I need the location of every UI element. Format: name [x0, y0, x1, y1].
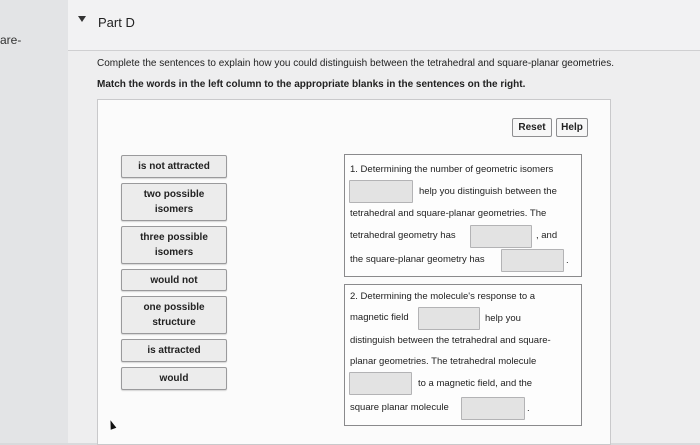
word-tile-would[interactable]: would [121, 367, 227, 390]
help-button[interactable]: Help [556, 118, 588, 137]
sentence-2-blank-3[interactable] [461, 397, 525, 420]
sentence-2-line-1: 2. Determining the molecule's response to a [350, 291, 536, 302]
sentence-2-line-3: distinguish between the tetrahedral and square- [350, 335, 551, 346]
sentence-1-line-2: help you distinguish between the [419, 186, 557, 197]
sentence-1-line-4: tetrahedral geometry has [350, 230, 456, 241]
collapse-triangle-icon[interactable] [78, 16, 86, 22]
word-tile-is-not-attracted[interactable]: is not attracted [121, 155, 227, 178]
instruction-line-2: Match the words in the left column to the appropriate blanks in the sentences on the right. [97, 79, 526, 90]
part-title[interactable]: Part D [98, 15, 135, 30]
sentence-1-line-5: the square-planar geometry has [350, 254, 485, 265]
sentence-1-blank-2[interactable] [470, 225, 532, 248]
sentence-1-line-1: 1. Determining the number of geometric isomers [350, 164, 554, 175]
word-tile-three-possible-isomers[interactable]: three possible isomers [121, 226, 227, 264]
left-sidebar-strip [0, 0, 68, 443]
sentence-2-line-6: square planar molecule [350, 402, 449, 413]
word-tile-would-not[interactable]: would not [121, 269, 227, 291]
reset-button[interactable]: Reset [512, 118, 552, 137]
sentence-2-line-2-end: help you [485, 313, 521, 324]
sentence-2-line-2: magnetic field [350, 312, 409, 323]
sentence-1-line-4-end: , and [536, 230, 558, 241]
sentence-2-line-5: to a magnetic field, and the [418, 378, 533, 389]
sentence-1-period: . [566, 255, 569, 266]
sentence-1-blank-1[interactable] [349, 180, 413, 203]
sidebar-fragment-text: are- [0, 33, 22, 47]
sentence-2-blank-2[interactable] [349, 372, 412, 395]
sentence-2-line-4: planar geometries. The tetrahedral molecule [350, 356, 537, 367]
sentence-2-blank-1[interactable] [418, 307, 480, 330]
word-tile-is-attracted[interactable]: is attracted [121, 339, 227, 362]
word-tile-two-possible-isomers[interactable]: two possible isomers [121, 183, 227, 221]
part-header[interactable] [68, 0, 700, 51]
sentence-1-line-3: tetrahedral and square-planar geometries. The [350, 208, 547, 219]
sentence-2-period: . [527, 403, 530, 414]
sentence-1-blank-3[interactable] [501, 249, 564, 272]
instruction-line-1: Complete the sentences to explain how you could distinguish between the tetrahedral and square-planar geometries. [97, 58, 614, 69]
word-tile-one-possible-structure[interactable]: one possible structure [121, 296, 227, 334]
